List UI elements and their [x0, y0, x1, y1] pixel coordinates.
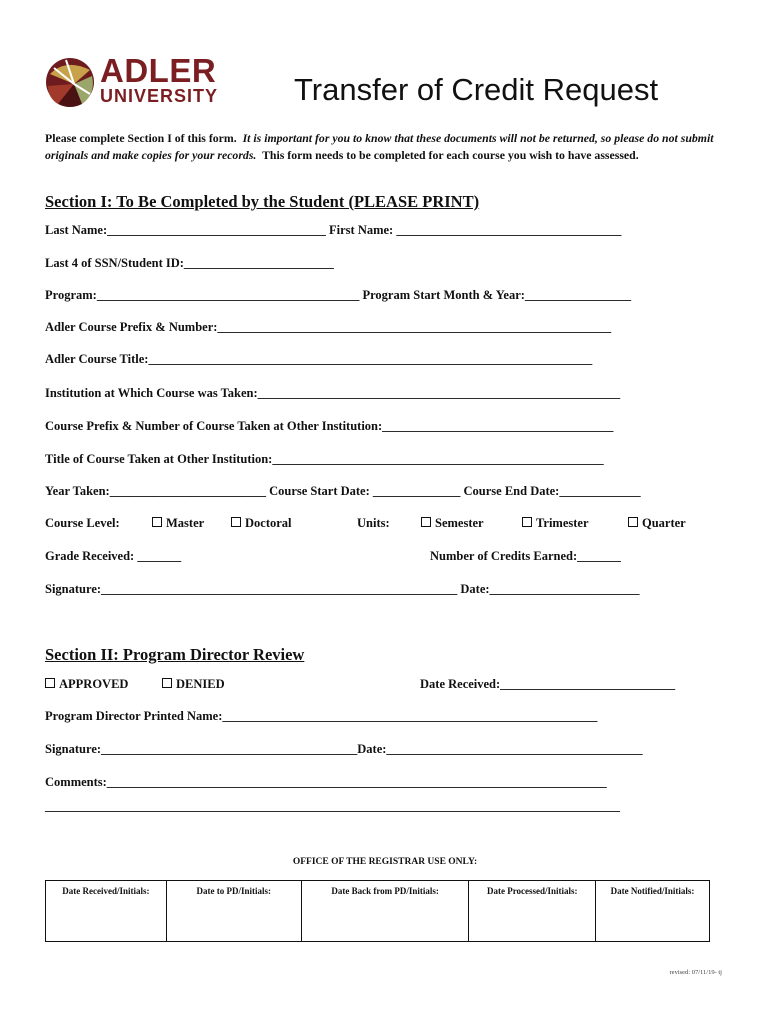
grade-field[interactable]: Grade Received: _______ [45, 549, 182, 563]
registrar-table [45, 880, 710, 942]
course-level-label: Course Level: [45, 516, 120, 530]
program-start-field[interactable]: Program Start Month & Year:_________________ [362, 288, 632, 302]
master-checkbox[interactable]: Master [152, 516, 204, 531]
checkbox-icon [45, 678, 55, 688]
logo-name-top: ADLER [100, 52, 217, 89]
course-title-field[interactable]: Adler Course Title:_______________________________________________________________________ [45, 352, 593, 366]
registrar-cell-processed[interactable]: Date Processed/Initials: [469, 881, 596, 942]
last-name-field[interactable]: Last Name:___________________________________ [45, 223, 326, 237]
first-name-field[interactable]: First Name: ____________________________________ [329, 223, 622, 237]
row-names [45, 223, 621, 238]
logo-name-bottom: UNIVERSITY [100, 86, 219, 106]
other-prefix-field[interactable]: Course Prefix & Number of Course Taken at Other Institution:_____________________________________ [45, 419, 614, 433]
intro-text: Please complete Section I of this form. It is important for you to know that these documents will not be returned, so please do not submit originals and make copies for your records. This form needs to be completed for each course you wish to have assessed. [45, 131, 714, 162]
director-name-field[interactable]: Program Director Printed Name:____________________________________________________________ [45, 709, 598, 723]
row-program [45, 288, 631, 303]
year-taken-field[interactable]: Year Taken:_________________________ [45, 484, 266, 498]
trimester-checkbox[interactable]: Trimester [522, 516, 589, 531]
comments-line2[interactable]: ____________________________________________________________________________________________ [45, 799, 620, 813]
ssn-field[interactable]: Last 4 of SSN/Student ID:________________________ [45, 256, 334, 270]
director-signature-field[interactable]: Signature:_________________________________________ [45, 742, 358, 756]
director-date-field[interactable]: Date:_________________________________________ [357, 742, 643, 756]
checkbox-icon [628, 517, 638, 527]
other-title-field[interactable]: Title of Course Taken at Other Institution:_____________________________________________________ [45, 452, 604, 466]
institution-field[interactable]: Institution at Which Course was Taken:__________________________________________________________ [45, 386, 621, 400]
checkbox-icon [152, 517, 162, 527]
course-prefix-field[interactable]: Adler Course Prefix & Number:_______________________________________________________________ [45, 320, 612, 334]
date-received-field[interactable]: Date Received:____________________________ [420, 677, 676, 691]
revised-note: revised: 07/11/19- tj [669, 969, 722, 976]
checkbox-icon [162, 678, 172, 688]
date-field[interactable]: Date:________________________ [460, 582, 640, 596]
course-end-field[interactable]: Course End Date:_____________ [463, 484, 641, 498]
course-start-field[interactable]: Course Start Date: ______________ [269, 484, 461, 498]
row-director-signature [45, 742, 643, 757]
section2-heading: Section II: Program Director Review [45, 645, 305, 664]
section1-heading: Section I: To Be Completed by the Student (PLEASE PRINT) [45, 192, 480, 211]
page-title: Transfer of Credit Request [294, 72, 659, 107]
comments-field[interactable]: Comments:________________________________________________________________________________ [45, 775, 607, 789]
registrar-cell-received[interactable]: Date Received/Initials: [46, 881, 167, 942]
approved-checkbox[interactable]: APPROVED [45, 677, 128, 692]
denied-checkbox[interactable]: DENIED [162, 677, 225, 692]
checkbox-icon [421, 517, 431, 527]
signature-field[interactable]: Signature:_________________________________________________________ [45, 582, 458, 596]
row-signature [45, 582, 640, 597]
checkbox-icon [522, 517, 532, 527]
row-dates [45, 484, 641, 499]
credits-field[interactable]: Number of Credits Earned:_______ [430, 549, 621, 563]
program-field[interactable]: Program:__________________________________________ [45, 288, 360, 302]
registrar-cell-notified[interactable]: Date Notified/Initials: [596, 881, 710, 942]
registrar-cell-to-pd[interactable]: Date to PD/Initials: [166, 881, 301, 942]
office-heading: OFFICE OF THE REGISTRAR USE ONLY: [292, 857, 478, 867]
doctoral-checkbox[interactable]: Doctoral [231, 516, 292, 531]
registrar-cell-back-from-pd[interactable]: Date Back from PD/Initials: [301, 881, 469, 942]
units-label: Units: [357, 516, 390, 530]
semester-checkbox[interactable]: Semester [421, 516, 484, 531]
checkbox-icon [231, 517, 241, 527]
quarter-checkbox[interactable]: Quarter [628, 516, 686, 531]
